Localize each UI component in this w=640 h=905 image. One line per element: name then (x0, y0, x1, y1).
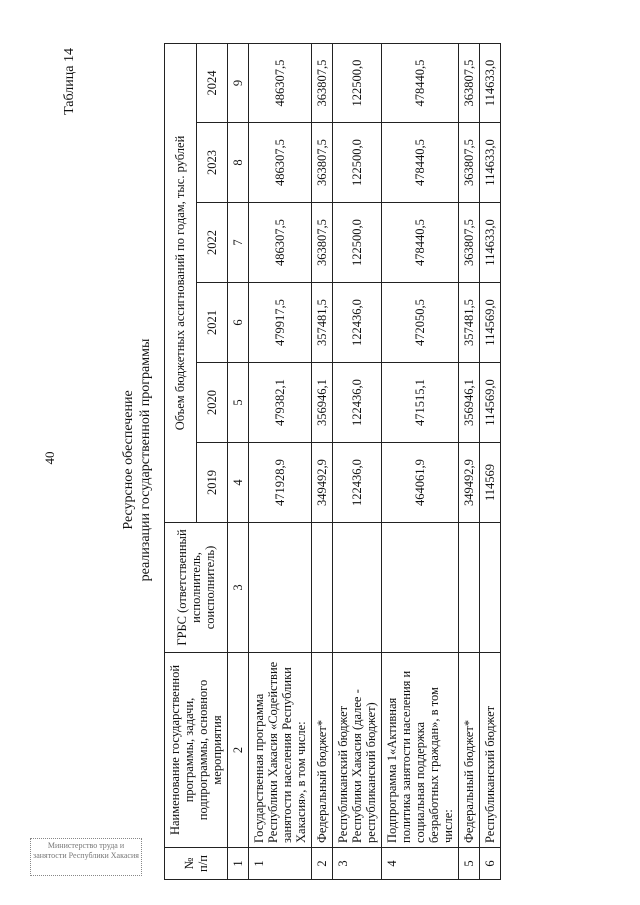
column-number: 7 (228, 203, 249, 283)
row-name: Государственная программа Республики Хакасия «Содействие занятости населения Республики Хакасия», в том числе: (249, 653, 312, 848)
table-row (312, 44, 333, 880)
row-value: 357481,5 (312, 283, 333, 363)
approval-stamp: Министерство труда и занятости Республики Хакасия (30, 838, 142, 876)
row-value: 122436,0 (333, 443, 382, 523)
row-value: 471928,9 (249, 443, 312, 523)
resource-table (164, 43, 501, 880)
header-year: 2023 (196, 123, 228, 203)
header-row (165, 44, 197, 880)
column-number: 8 (228, 123, 249, 203)
row-value: 122500,0 (333, 203, 382, 283)
header-year: 2020 (196, 363, 228, 443)
row-grbs (459, 523, 480, 653)
header-grbs: ГРБС (ответственный исполнитель, соисполнитель) (165, 523, 228, 653)
row-value: 114633,0 (480, 203, 501, 283)
row-value: 122500,0 (333, 123, 382, 203)
header-year: 2019 (196, 443, 228, 523)
table-row (382, 44, 459, 880)
column-number: 6 (228, 283, 249, 363)
row-value: 114569,0 (480, 283, 501, 363)
header-num: № п/п (165, 848, 228, 880)
row-value: 472050,5 (382, 283, 459, 363)
row-number: 2 (312, 848, 333, 880)
row-value: 471515,1 (382, 363, 459, 443)
row-value: 114633,0 (480, 44, 501, 123)
row-grbs (312, 523, 333, 653)
row-value: 479917,5 (249, 283, 312, 363)
row-value: 486307,5 (249, 123, 312, 203)
row-grbs (480, 523, 501, 653)
column-number: 3 (228, 523, 249, 653)
row-value: 479382,1 (249, 363, 312, 443)
table-row (459, 44, 480, 880)
row-value: 114569 (480, 443, 501, 523)
row-value: 486307,5 (249, 203, 312, 283)
row-name: Республиканский бюджет Республики Хакасия (далее - республиканский бюджет) (333, 653, 382, 848)
table-row (249, 44, 312, 880)
row-value: 349492,9 (312, 443, 333, 523)
row-number: 4 (382, 848, 459, 880)
header-year: 2022 (196, 203, 228, 283)
row-value: 363807,5 (459, 123, 480, 203)
row-value: 356946,1 (459, 363, 480, 443)
row-grbs (333, 523, 382, 653)
header-year: 2024 (196, 44, 228, 123)
row-name: Республиканский бюджет (480, 653, 501, 848)
row-value: 363807,5 (312, 44, 333, 123)
row-number: 5 (459, 848, 480, 880)
header-name: Наименование государственной программы, задачи, подпрограммы, основного мероприятия (165, 653, 228, 848)
column-number: 4 (228, 443, 249, 523)
table-row (333, 44, 382, 880)
row-number: 3 (333, 848, 382, 880)
row-value: 464061,9 (382, 443, 459, 523)
row-number: 6 (480, 848, 501, 880)
row-name: Подпрограмма 1«Активная политика занятости населения и социальная поддержка безработных граждан», в том числе: (382, 653, 459, 848)
row-value: 363807,5 (459, 44, 480, 123)
row-value: 478440,5 (382, 44, 459, 123)
row-value: 122436,0 (333, 363, 382, 443)
row-value: 349492,9 (459, 443, 480, 523)
table-label: Таблица 14 (62, 48, 77, 115)
title-line-1: Ресурсное обеспечение (121, 390, 136, 530)
row-value: 478440,5 (382, 203, 459, 283)
column-number: 9 (228, 44, 249, 123)
title-line-2: реализации государственной программы (138, 338, 153, 582)
header-volume: Объем бюджетных ассигнований по годам, тыс. рублей (165, 44, 197, 523)
row-value: 478440,5 (382, 123, 459, 203)
header-year: 2021 (196, 283, 228, 363)
column-number: 1 (228, 848, 249, 880)
row-value: 114633,0 (480, 123, 501, 203)
row-name: Федеральный бюджет* (312, 653, 333, 848)
row-value: 486307,5 (249, 44, 312, 123)
row-value: 356946,1 (312, 363, 333, 443)
row-value: 122436,0 (333, 283, 382, 363)
row-grbs (249, 523, 312, 653)
row-value: 363807,5 (312, 203, 333, 283)
column-number: 2 (228, 653, 249, 848)
page-number: 40 (42, 451, 57, 465)
row-value: 122500,0 (333, 44, 382, 123)
row-value: 363807,5 (312, 123, 333, 203)
row-value: 114569,0 (480, 363, 501, 443)
row-grbs (382, 523, 459, 653)
column-numbers-row (228, 44, 249, 880)
column-number: 5 (228, 363, 249, 443)
document-title (120, 40, 154, 880)
table-row (480, 44, 501, 880)
row-value: 357481,5 (459, 283, 480, 363)
row-name: Федеральный бюджет* (459, 653, 480, 848)
row-value: 363807,5 (459, 203, 480, 283)
row-number: 1 (249, 848, 312, 880)
